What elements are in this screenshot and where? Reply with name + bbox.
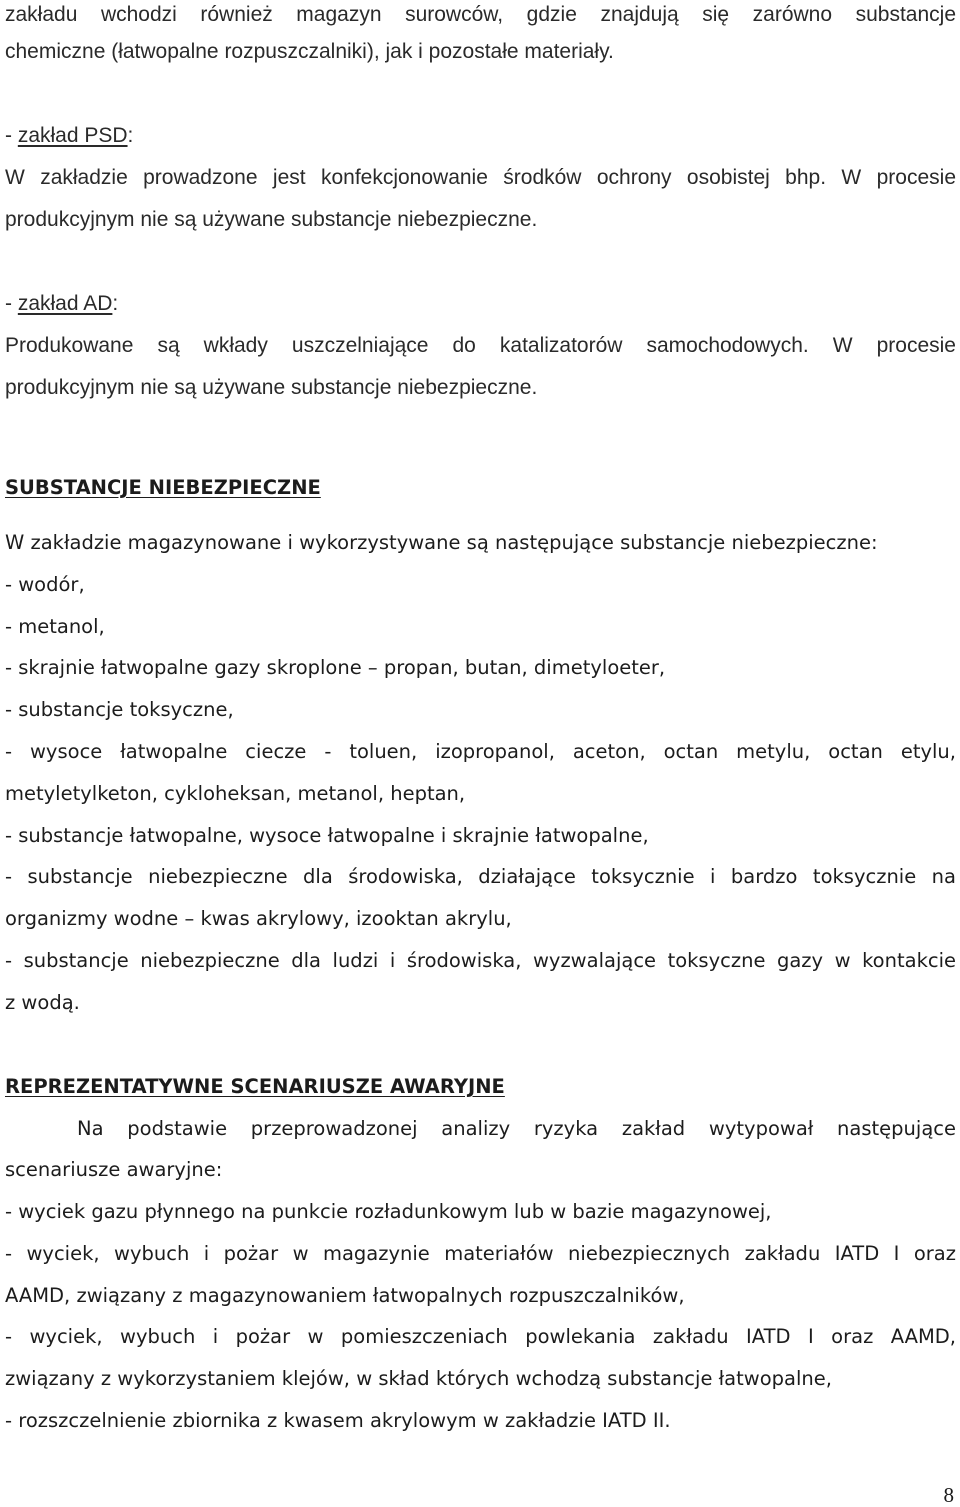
ad-line-2: produkcyjnym nie są używane substancje niebezpieczne. [5,376,538,399]
ad-colon: : [112,292,119,315]
psd-line-2: produkcyjnym nie są używane substancje niebezpieczne. [5,208,538,231]
scenarios-item-1: - wyciek gazu płynnego na punkcie rozładunkowym lub w bazie magazynowej, [5,1200,772,1223]
scenarios-intro-line-1: Na podstawie przeprowadzonej analizy ryzyka zakład wytypował następujące [77,1117,956,1140]
intro-line-2: chemiczne (łatwopalne rozpuszczalniki), jak i pozostałe materiały. [5,40,614,63]
psd-dash: - [5,124,18,147]
hazardous-item-8-line-2: z wodą. [5,991,80,1014]
ad-heading [5,289,956,319]
hazardous-item-2: - metanol, [5,615,105,638]
ad-heading-text: zakład AD [17,292,113,315]
scenarios-heading: REPREZENTATYWNE SCENARIUSZE AWARYJNE [5,1075,505,1098]
psd-line-1: W zakładzie prowadzone jest konfekcjonowanie środków ochrony osobistej bhp. W procesie [5,166,956,189]
scenarios-intro-line-2: scenariusze awaryjne: [5,1158,223,1181]
page-number: 8 [943,1483,954,1507]
scenarios-item-2-line-2: AAMD, związany z magazynowaniem łatwopalnych rozpuszczalników, [5,1284,685,1307]
hazardous-item-4: - substancje toksyczne, [5,698,234,721]
hazardous-item-7-line-2: organizmy wodne – kwas akrylowy, izooktan akrylu, [5,907,512,930]
hazardous-intro: W zakładzie magazynowane i wykorzystywane są następujące substancje niebezpieczne: [5,531,878,554]
scenarios-item-3-line-1: - wyciek, wybuch i pożar w pomieszczeniach powlekania zakładu IATD I oraz AAMD, [5,1325,956,1348]
hazardous-item-6: - substancje łatwopalne, wysoce łatwopalne i skrajnie łatwopalne, [5,824,649,847]
scenarios-item-4: - rozszczelnienie zbiornika z kwasem akrylowym w zakładzie IATD II. [5,1409,671,1432]
hazardous-item-3: - skrajnie łatwopalne gazy skroplone – propan, butan, dimetyloeter, [5,656,666,679]
scenarios-item-3-line-2: związany z wykorzystaniem klejów, w skład których wchodzą substancje łatwopalne, [5,1367,832,1390]
intro-line-1: zakładu wchodzi również magazyn surowców, gdzie znajdują się zarówno substancje [5,3,956,26]
hazardous-item-1: - wodór, [5,573,85,596]
hazardous-item-5-line-1: - wysoce łatwopalne ciecze - toluen, izopropanol, aceton, octan metylu, octan etylu, [5,740,956,763]
scenarios-item-2-line-1: - wyciek, wybuch i pożar w magazynie materiałów niebezpiecznych zakładu IATD I oraz [5,1242,956,1265]
psd-heading [5,121,956,151]
hazardous-item-5-line-2: metyletylketon, cykloheksan, metanol, heptan, [5,782,466,805]
ad-dash: - [5,292,18,315]
psd-heading-text: zakład PSD [17,124,128,147]
hazardous-item-8-line-1: - substancje niebezpieczne dla ludzi i środowiska, wyzwalające toksyczne gazy w kontakcie [5,949,956,972]
ad-line-1: Produkowane są wkłady uszczelniające do katalizatorów samochodowych. W procesie [5,334,956,357]
hazardous-heading: SUBSTANCJE NIEBEZPIECZNE [5,476,321,499]
psd-colon: : [127,124,134,147]
hazardous-item-7-line-1: - substancje niebezpieczne dla środowiska, działające toksycznie i bardzo toksycznie na [5,865,956,888]
